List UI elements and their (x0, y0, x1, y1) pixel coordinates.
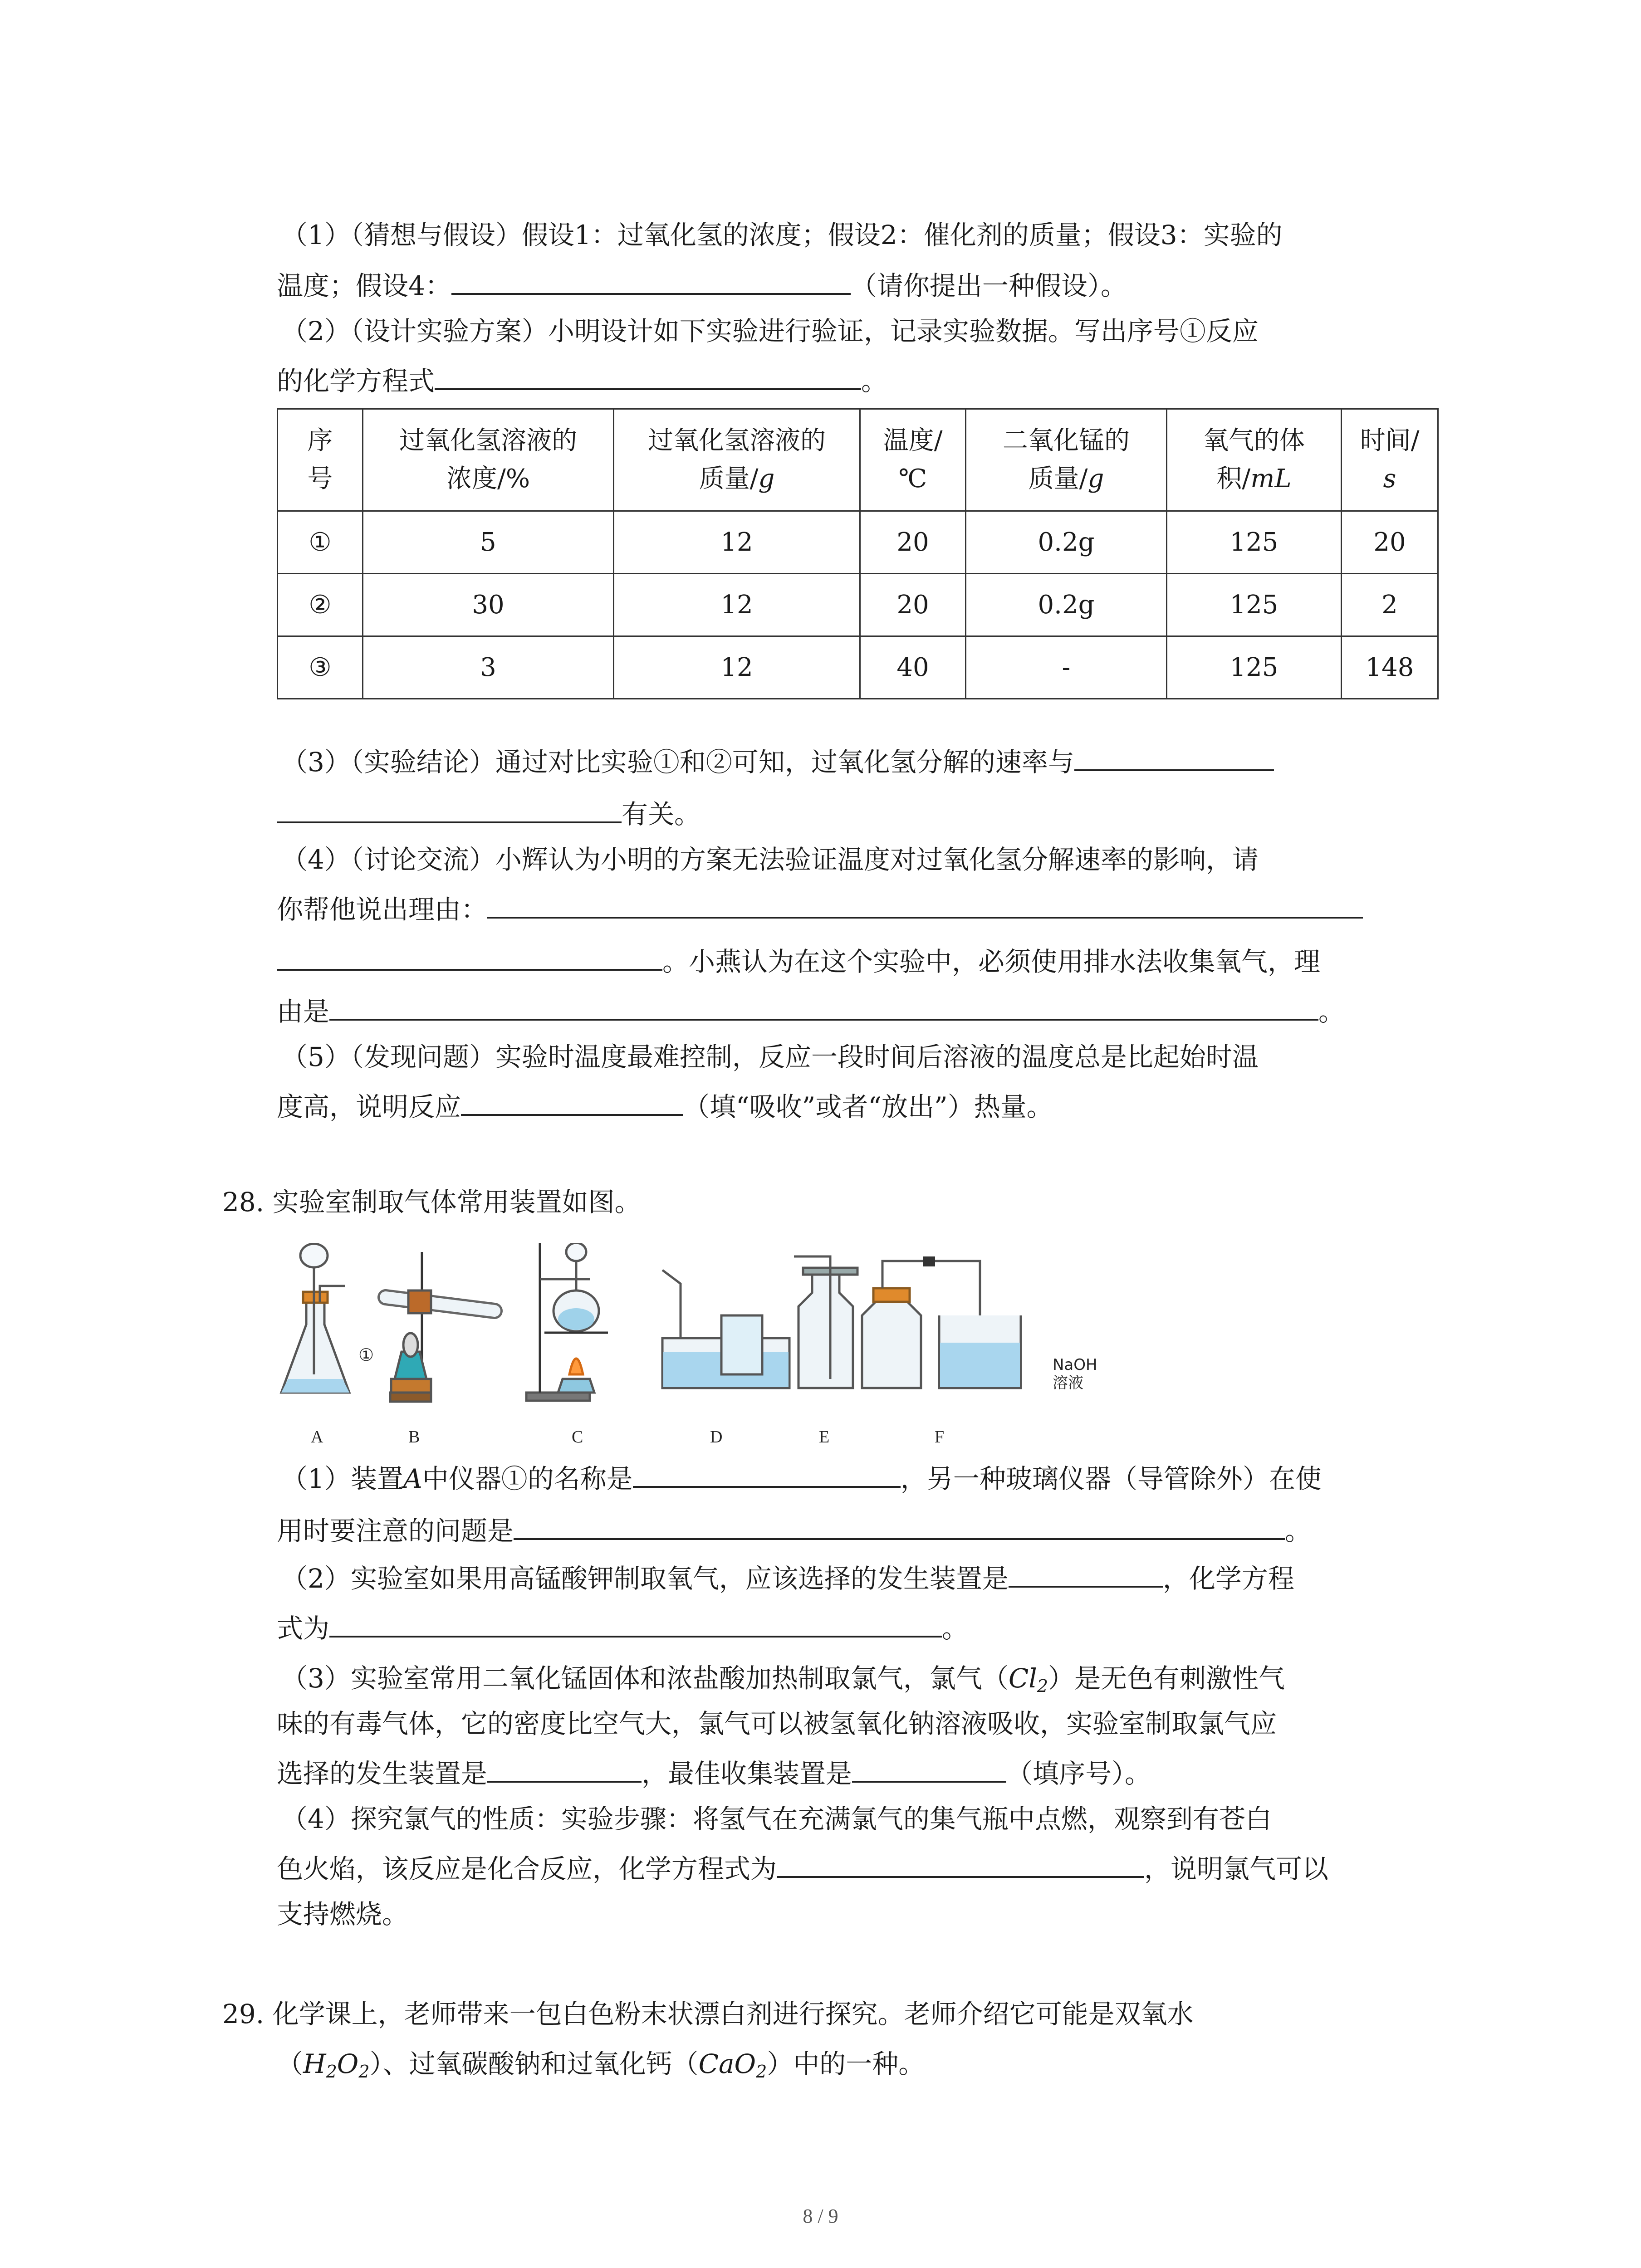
table-cell: 20 (860, 574, 966, 636)
apparatus-f (862, 1256, 1021, 1388)
page-number: 8 / 9 (803, 2205, 838, 2227)
q28-part4-line2: 色火焰，该反应是化合反应，化学方程式为 ，说明氯气可以 (277, 1851, 1328, 1887)
q27-part2-line1: （2）（设计实验方案）小明设计如下实验进行验证，记录实验数据。写出序号①反应 (281, 316, 1259, 347)
table-cell: 12 (614, 511, 860, 574)
q27-part2-line2: 的化学方程式 。 (277, 363, 887, 399)
answer-blank[interactable] (329, 1610, 942, 1637)
table-cell: 30 (363, 574, 614, 636)
table-cell: 40 (860, 636, 966, 699)
answer-blank[interactable] (277, 796, 622, 823)
table-cell: 20 (1342, 511, 1438, 574)
apparatus-figure (272, 1243, 1134, 1488)
q27-part5-line1: （5）（发现问题）实验时温度最难控制，反应一段时间后溶液的温度总是比起始时温 (281, 1041, 1259, 1072)
experiment-table (277, 408, 1439, 699)
apparatus-c (526, 1243, 608, 1401)
q28-part2-line1: （2）实验室如果用高锰酸钾制取氧气，应该选择的发生装置是 ，化学方程 (281, 1560, 1294, 1597)
header-cell: 序 号 (278, 409, 363, 511)
table-cell: 125 (1167, 511, 1342, 574)
answer-blank[interactable] (633, 1461, 901, 1488)
table-header-row (278, 409, 1438, 511)
answer-blank[interactable] (451, 268, 851, 295)
q28-part1-line1: （1）装置A中仪器①的名称是 ，另一种玻璃仪器（导管除外）在使 (281, 1461, 1322, 1497)
answer-blank[interactable] (329, 993, 1318, 1021)
label-a: A (311, 1427, 323, 1447)
q27-part4-line1: （4）（讨论交流）小辉认为小明的方案无法验证温度对过氧化氢分解速率的影响，请 (281, 844, 1259, 875)
header-cell: 氧气的体 积/mL (1167, 409, 1342, 511)
apparatus-a (281, 1244, 349, 1393)
table-cell: 148 (1342, 636, 1438, 699)
answer-blank[interactable] (1074, 744, 1274, 771)
naoh-label (1053, 1356, 1097, 1392)
answer-blank[interactable] (487, 1755, 642, 1783)
answer-blank[interactable] (277, 943, 662, 971)
q27-part3-line2: 有关。 (277, 796, 700, 832)
header-cell: 过氧化氢溶液的 质量/g (614, 409, 860, 511)
label-b: B (408, 1427, 420, 1447)
table-cell: 0.2g (966, 574, 1167, 636)
table-cell: 125 (1167, 574, 1342, 636)
answer-blank[interactable] (435, 363, 861, 390)
q28-part3-line2: 味的有毒气体，它的密度比空气大，氯气可以被氢氧化钠溶液吸收，实验室制取氯气应 (277, 1708, 1277, 1739)
q27-part1-line2: 温度；假设4： （请你提出一种假设）。 (277, 268, 1127, 304)
table-cell: 12 (614, 574, 860, 636)
svg-text:溶液: 溶液 (1053, 1374, 1083, 1392)
q27-part3-line1: （3）（实验结论）通过对比实验①和②可知，过氧化氢分解的速率与 (281, 744, 1274, 780)
table-cell: 20 (860, 511, 966, 574)
answer-blank[interactable] (461, 1089, 683, 1116)
q27-part4-line3: 。小燕认为在这个实验中，必须使用排水法收集氧气，理 (277, 943, 1320, 980)
q28-part3-line3: 选择的发生装置是 ，最佳收集装置是 （填序号）。 (277, 1755, 1151, 1792)
circle-label-1 (358, 1346, 374, 1365)
answer-blank[interactable] (514, 1513, 1285, 1540)
q27-part5-line2: 度高，说明反应 （填“吸收”或者“放出”）热量。 (277, 1089, 1053, 1125)
table-cell: 3 (363, 636, 614, 699)
answer-blank[interactable] (487, 891, 1363, 919)
apparatus-e (794, 1256, 857, 1388)
table-cell: 5 (363, 511, 614, 574)
header-cell: 过氧化氢溶液的 浓度/% (363, 409, 614, 511)
q28-title: 28. 实验室制取气体常用装置如图。 (222, 1187, 641, 1217)
answer-blank[interactable] (852, 1755, 1006, 1783)
header-cell: 温度/ ℃ (860, 409, 966, 511)
label-e: E (819, 1427, 830, 1447)
q28-part4-line1: （4）探究氯气的性质：实验步骤：将氢气在充满氯气的集气瓶中点燃，观察到有苍白 (281, 1804, 1272, 1834)
q27-part4-line4: 由是 。 (277, 993, 1345, 1030)
header-cell: 二氧化锰的 质量/g (966, 409, 1167, 511)
label-f: F (935, 1427, 945, 1447)
svg-text:①: ① (358, 1346, 374, 1365)
table-cell: 125 (1167, 636, 1342, 699)
answer-blank[interactable] (1009, 1560, 1163, 1588)
header-cell: 时间/ s (1342, 409, 1438, 511)
table-cell: 2 (1342, 574, 1438, 636)
table-row (278, 574, 1438, 636)
apparatus-d (662, 1270, 789, 1388)
q27-part1-line1: （1）（猜想与假设）假设1：过氧化氢的浓度；假设2：催化剂的质量；假设3：实验的 (281, 220, 1283, 250)
table-cell: 0.2g (966, 511, 1167, 574)
q28-part2-line2: 式为 。 (277, 1610, 968, 1647)
apparatus-b (386, 1252, 495, 1402)
q28-part3-line1: （3）实验室常用二氧化锰固体和浓盐酸加热制取氯气，氯气$(Cl_2)$是无色有刺激性气 (281, 1663, 1285, 1696)
table-cell: - (966, 636, 1167, 699)
answer-blank[interactable] (777, 1851, 1144, 1878)
table-cell: ② (278, 574, 363, 636)
q28-part4-line3: 支持燃烧。 (277, 1899, 409, 1930)
table-cell: ③ (278, 636, 363, 699)
q29-line2: $(H_2O_2)$、过氧碳酸钠和过氧化钙（CaO$_2$）中的一种。 (277, 2048, 925, 2082)
q28-part1-line2: 用时要注意的问题是 。 (277, 1513, 1311, 1549)
q29-line1: 29. 化学课上，老师带来一包白色粉末状漂白剂进行探究。老师介绍它可能是双氧水 (222, 1999, 1194, 2029)
label-c: C (572, 1427, 583, 1447)
table-row (278, 511, 1438, 574)
table-row (278, 636, 1438, 699)
label-d: D (710, 1427, 723, 1447)
q27-part4-line2: 你帮他说出理由： (277, 891, 1363, 928)
svg-text:NaOH: NaOH (1053, 1356, 1097, 1374)
table-cell: 12 (614, 636, 860, 699)
table-cell: ① (278, 511, 363, 574)
